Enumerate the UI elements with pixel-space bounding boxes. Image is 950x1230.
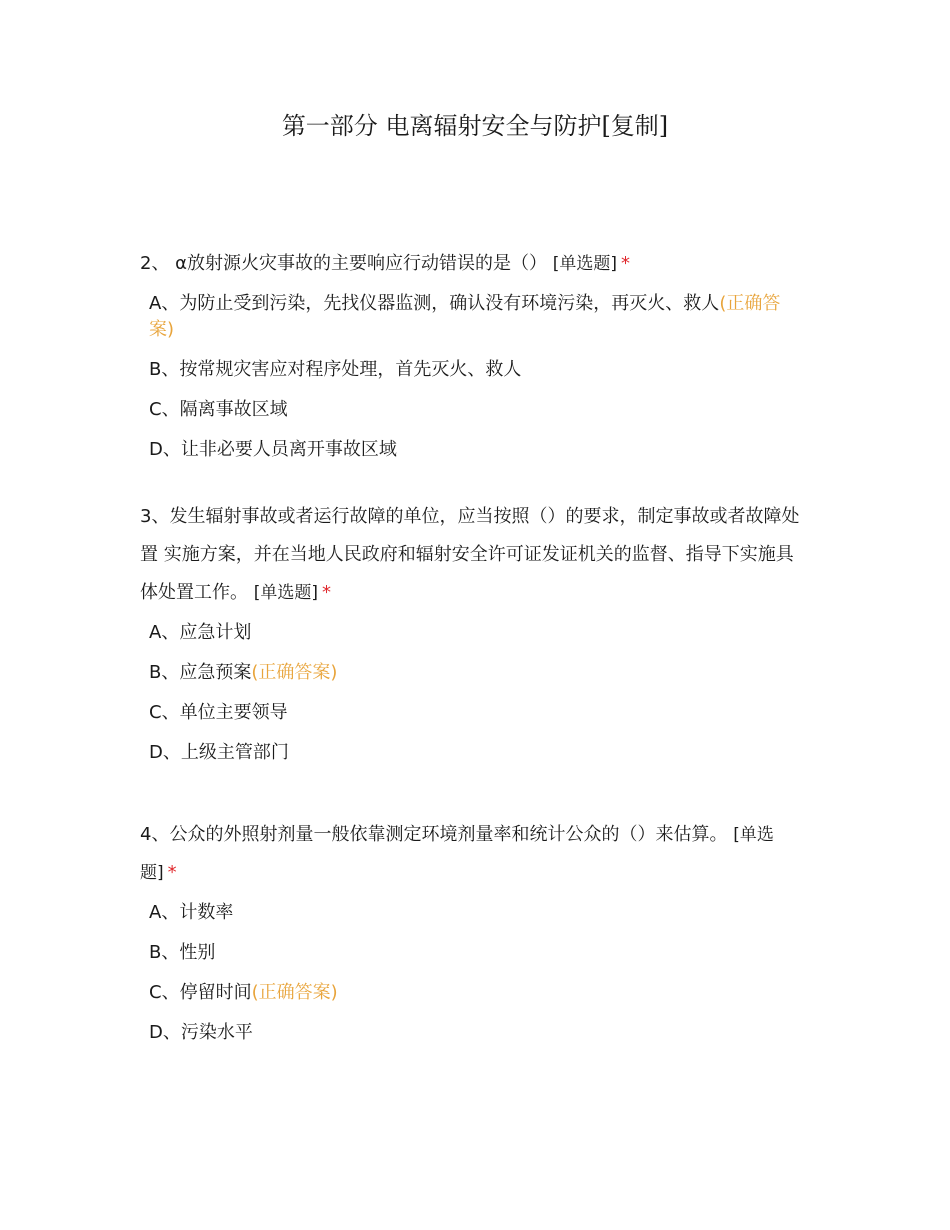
- required-mark: *: [621, 253, 631, 274]
- option-label: C、单位主要领导: [149, 702, 288, 723]
- required-mark: *: [322, 582, 331, 603]
- option-label: A、计数率: [149, 902, 234, 923]
- page-title: 第一部分 电离辐射安全与防护[复制]: [281, 112, 669, 140]
- option-c[interactable]: [149, 397, 805, 423]
- option-c[interactable]: [149, 700, 805, 726]
- option-b[interactable]: [149, 940, 805, 966]
- option-b[interactable]: [149, 660, 805, 686]
- question-stem: [140, 498, 805, 612]
- option-b[interactable]: [149, 357, 805, 383]
- option-a[interactable]: [149, 900, 805, 926]
- option-label: D、让非必要人员离开事故区域: [149, 439, 397, 460]
- question-3: [140, 498, 805, 766]
- question-number: 4、: [140, 824, 170, 845]
- option-d[interactable]: [149, 740, 805, 766]
- option-label: B、应急预案: [149, 662, 252, 683]
- question-text: α放射源火灾事故的主要响应行动错误的是（）: [169, 253, 548, 274]
- options-list: [140, 620, 805, 766]
- options-list: [140, 900, 805, 1046]
- option-label: A、为防止受到污染，先找仪器监测，确认没有环境污染，再灭火、救人: [149, 293, 720, 314]
- correct-answer-tag: (正确答案): [251, 982, 338, 1003]
- question-stem: [140, 245, 805, 283]
- option-a[interactable]: [149, 291, 805, 343]
- option-a[interactable]: [149, 620, 805, 646]
- option-label: C、隔离事故区域: [149, 399, 288, 420]
- option-label: C、停留时间: [149, 982, 252, 1003]
- question-text: 公众的外照射剂量一般依靠测定环境剂量率和统计公众的（）来估算。: [169, 824, 728, 845]
- correct-answer-tag: (正确答案): [251, 662, 338, 683]
- question-2: [140, 245, 805, 463]
- question-text: 发生辐射事故或者运行故障的单位，应当按照（）的要求，制定事故或者故障处置 实施方案，并在当地人民政府和辐射安全许可证发证机关的监督、指导下实施具体处置工作。: [140, 506, 800, 603]
- option-d[interactable]: [149, 1020, 805, 1046]
- question-number: 3、: [140, 506, 170, 527]
- question-stem: [140, 816, 805, 892]
- question-type: [单选题]: [140, 825, 774, 883]
- correct-answer-tag: (正确答案): [149, 293, 781, 340]
- option-label: A、应急计划: [149, 622, 252, 643]
- options-list: [140, 291, 805, 463]
- question-type: [单选题]: [552, 254, 618, 274]
- question-4: [140, 816, 805, 1046]
- option-c[interactable]: [149, 980, 805, 1006]
- question-type: [单选题]: [253, 583, 318, 603]
- option-label: D、污染水平: [149, 1022, 253, 1043]
- option-d[interactable]: [149, 437, 805, 463]
- required-mark: *: [167, 862, 177, 883]
- question-number: 2、: [140, 253, 170, 274]
- option-label: B、按常规灾害应对程序处理，首先灭火、救人: [149, 359, 522, 380]
- option-label: B、性别: [149, 942, 216, 963]
- option-label: D、上级主管部门: [149, 742, 289, 763]
